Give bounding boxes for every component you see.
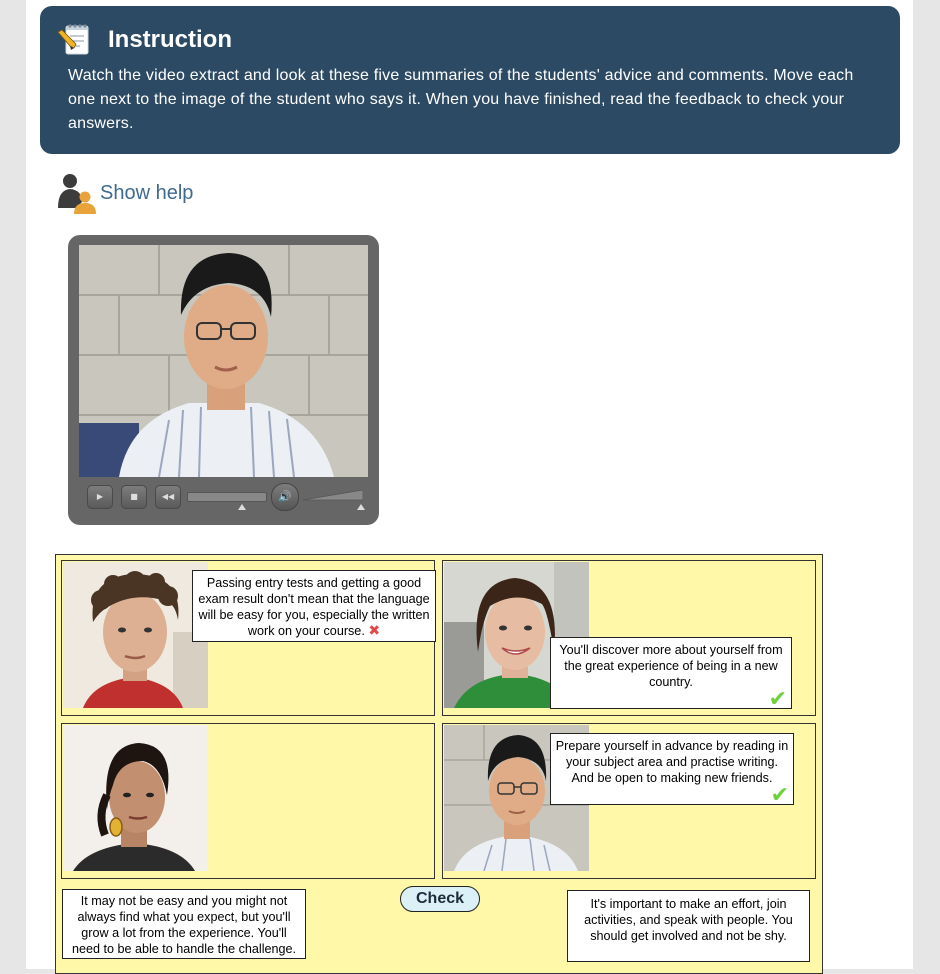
video-frame[interactable] bbox=[79, 245, 368, 477]
student-photo-1 bbox=[63, 562, 208, 708]
correct-check-icon: ✔ bbox=[768, 687, 787, 712]
student-slot-1[interactable] bbox=[61, 560, 435, 716]
summary-card-5[interactable] bbox=[567, 890, 810, 962]
summary-text-5: It's important to make an effort, join activities, and speak with people. You should get involved and not be shy. bbox=[584, 897, 793, 943]
volume-icon[interactable]: 🔊 bbox=[271, 483, 299, 511]
summary-card-2[interactable] bbox=[550, 637, 792, 712]
person-help-icon bbox=[52, 172, 98, 216]
instruction-text: Watch the video extract and look at these five summaries of the students' advice and comments. Move each one next to the image of the student who says it. When you have finished, read the feedback to check your answers. bbox=[68, 67, 854, 132]
video-player[interactable] bbox=[68, 235, 379, 525]
summary-text-1: Passing entry tests and getting a good exam result don't mean that the language will be easy for you, especially the written work on your course. bbox=[198, 576, 430, 638]
student-photo-3 bbox=[63, 725, 208, 871]
student-slot-2[interactable] bbox=[442, 560, 816, 716]
summary-card-4[interactable] bbox=[62, 889, 306, 959]
summary-text-2: You'll discover more about yourself from the great experience of being in a new country. bbox=[559, 643, 783, 689]
correct-check-icon: ✔ bbox=[770, 783, 789, 808]
student-slot-4[interactable] bbox=[442, 723, 816, 879]
player-controls bbox=[81, 483, 371, 511]
summary-text-4: It may not be easy and you might not always find what you expect, but you'll grow a lot from the experience. You'll need to be able to handle the challenge. bbox=[71, 894, 297, 956]
rewind-button[interactable]: ◀◀ bbox=[155, 485, 181, 509]
play-button[interactable]: ▶ bbox=[87, 485, 113, 509]
show-help-link[interactable] bbox=[52, 172, 222, 216]
volume-slider[interactable] bbox=[303, 489, 363, 501]
summary-text-3: Prepare yourself in advance by reading in your subject area and practise writing. And be open to making new friends. bbox=[555, 739, 789, 785]
summary-card-3[interactable] bbox=[550, 733, 794, 808]
volume-handle[interactable] bbox=[357, 504, 365, 510]
summary-card-1[interactable] bbox=[192, 570, 436, 642]
check-button[interactable]: Check bbox=[400, 886, 480, 912]
instruction-panel bbox=[40, 6, 900, 154]
stop-button[interactable]: ■ bbox=[121, 485, 147, 509]
matching-activity bbox=[55, 554, 823, 974]
incorrect-cross-icon: ✖ bbox=[368, 623, 381, 639]
show-help-label: Show help bbox=[100, 182, 194, 204]
seek-slider[interactable] bbox=[187, 492, 267, 502]
seek-handle[interactable] bbox=[238, 504, 246, 510]
notepad-pencil-icon bbox=[56, 20, 96, 60]
instruction-title: Instruction bbox=[108, 26, 232, 53]
student-slot-3[interactable] bbox=[61, 723, 435, 879]
